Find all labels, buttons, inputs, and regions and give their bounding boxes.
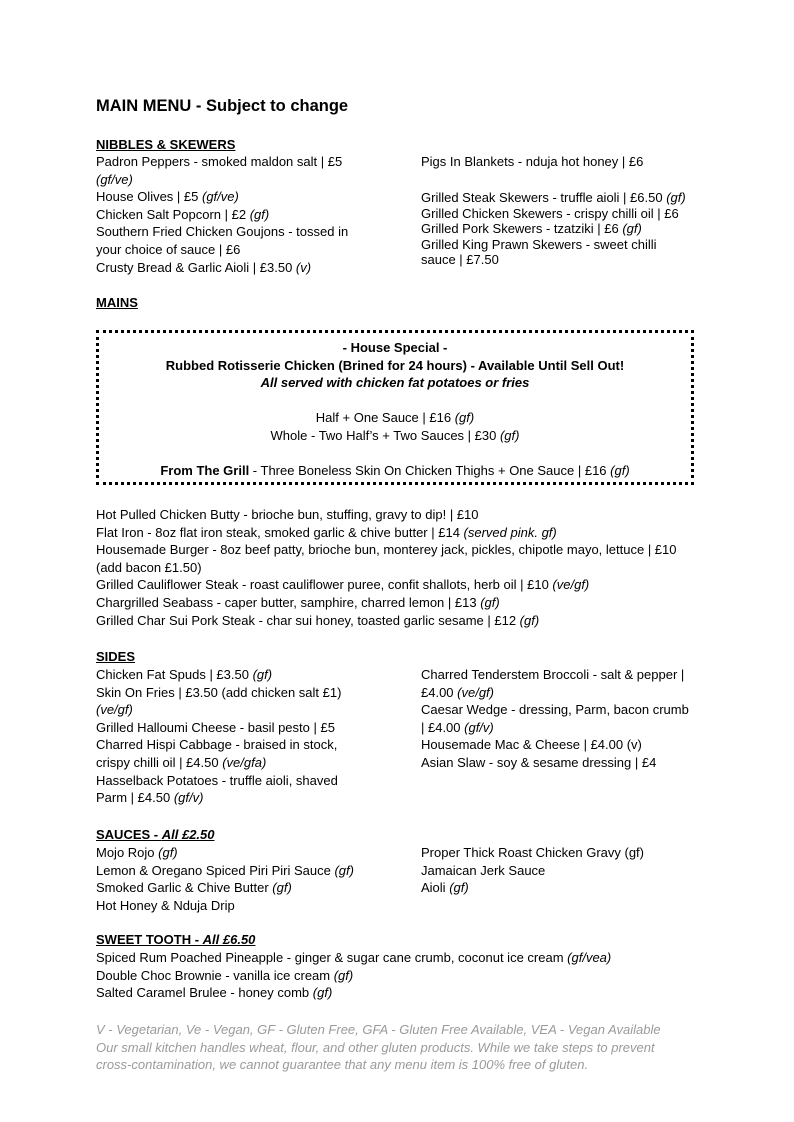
menu-item: Charred Tenderstem Broccoli - salt & pepper |	[421, 667, 685, 682]
nibbles-left-column	[96, 153, 371, 276]
sides-left-column	[96, 666, 371, 807]
menu-item: Housemade Burger - 8oz beef patty, brioche bun, monterey jack, pickles, chipotle mayo, lettuce | £10	[96, 542, 677, 558]
menu-item: sauce | £7.50	[421, 252, 499, 267]
menu-item: Grilled King Prawn Skewers - sweet chilli	[421, 236, 657, 252]
menu-item: Mojo Rojo (gf)	[96, 845, 178, 860]
menu-item: Hot Pulled Chicken Butty - brioche bun, stuffing, gravy to dip! | £10	[96, 507, 479, 522]
menu-item: Spiced Rum Poached Pineapple - ginger & sugar cane crumb, coconut ice cream (gf/vea)	[96, 950, 612, 965]
house-special-whole: Whole - Two Half’s + Two Sauces | £30 (gf)	[270, 427, 520, 443]
footer-line: Our small kitchen handles wheat, flour, and other gluten products. While we take steps to prevent	[96, 1039, 655, 1055]
menu-item: Chicken Fat Spuds | £3.50 (gf)	[96, 667, 273, 682]
sweet-list	[96, 949, 706, 1002]
menu-item: Skin On Fries | £3.50 (add chicken salt £1)	[96, 684, 342, 700]
from-the-grill: From The Grill - Three Boneless Skin On Chicken Thighs + One Sauce | £16 (gf)	[160, 463, 630, 479]
mains-list	[96, 506, 706, 629]
sides-right-column	[421, 666, 701, 772]
house-special-half: Half + One Sauce | £16 (gf)	[315, 410, 475, 426]
menu-item: (ve/gf)	[96, 702, 133, 718]
nibbles-right-top	[421, 153, 701, 171]
menu-item: your choice of sauce | £6	[96, 241, 241, 257]
menu-item: Grilled Cauliflower Steak - roast cauliflower puree, confit shallots, herb oil | £10 (ve/gf)	[96, 577, 590, 593]
house-special-label: - House Special -	[342, 340, 448, 355]
menu-item: Double Choc Brownie - vanilla ice cream (gf)	[96, 967, 354, 983]
sauces-left-column	[96, 844, 371, 914]
menu-item: Chicken Salt Popcorn | £2 (gf)	[96, 206, 270, 222]
menu-item: Hot Honey & Nduja Drip	[96, 897, 235, 913]
menu-item: Chargrilled Seabass - caper butter, samphire, charred lemon | £13 (gf)	[96, 594, 500, 610]
menu-item: Charred Hispi Cabbage - braised in stock,	[96, 737, 338, 753]
section-heading-sweet-tooth: SWEET TOOTH - All £6.50	[96, 932, 256, 947]
footer-line: V - Vegetarian, Ve - Vegan, GF - Gluten Free, GFA - Gluten Free Available, VEA - Vegan Available	[96, 1022, 661, 1037]
house-special-box	[96, 330, 694, 485]
menu-item: (gf/ve)	[96, 171, 133, 187]
menu-item: Grilled Steak Skewers - truffle aioli | £6.50 (gf)	[421, 190, 686, 205]
menu-item: Parm | £4.50 (gf/v)	[96, 790, 204, 806]
menu-item: Crusty Bread & Garlic Aioli | £3.50 (v)	[96, 259, 312, 275]
section-heading-sauces: SAUCES - All £2.50	[96, 827, 215, 842]
section-heading-mains: MAINS	[96, 295, 138, 310]
menu-item: Smoked Garlic & Chive Butter (gf)	[96, 880, 292, 896]
menu-item: (add bacon £1.50)	[96, 559, 202, 575]
menu-item: Caesar Wedge - dressing, Parm, bacon crumb	[421, 702, 689, 718]
dietary-footer	[96, 1021, 696, 1074]
menu-item: Housemade Mac & Cheese | £4.00 (v)	[421, 737, 642, 753]
menu-item: House Olives | £5 (gf/ve)	[96, 189, 239, 205]
menu-item: Jamaican Jerk Sauce	[421, 862, 546, 878]
menu-item: Aioli (gf)	[421, 880, 469, 896]
menu-item: Southern Fried Chicken Goujons - tossed in	[96, 224, 349, 240]
menu-item: Grilled Halloumi Cheese - basil pesto | £5	[96, 719, 335, 735]
section-heading-sides: SIDES	[96, 649, 136, 664]
menu-item: | £4.00 (gf/v)	[421, 719, 494, 735]
menu-item: Padron Peppers - smoked maldon salt | £5	[96, 154, 343, 169]
house-special-note: All served with chicken fat potatoes or fries	[260, 375, 530, 391]
menu-item: Salted Caramel Brulee - honey comb (gf)	[96, 985, 333, 1001]
menu-item: crispy chilli oil | £4.50 (ve/gfa)	[96, 754, 267, 770]
menu-item: £4.00 (ve/gf)	[421, 684, 494, 700]
menu-item: Lemon & Oregano Spiced Piri Piri Sauce (gf)	[96, 862, 354, 878]
page-title: MAIN MENU - Subject to change	[96, 97, 349, 115]
section-heading-nibbles: NIBBLES & SKEWERS	[96, 137, 236, 152]
house-special-name: Rubbed Rotisserie Chicken (Brined for 24 hours) - Available Until Sell Out!	[165, 357, 625, 373]
footer-line: cross-contamination, we cannot guarantee that any menu item is 100% free of gluten.	[96, 1057, 589, 1073]
menu-item: Asian Slaw - soy & sesame dressing | £4	[421, 754, 657, 770]
menu-item: Proper Thick Roast Chicken Gravy (gf)	[421, 845, 644, 860]
sauces-right-column	[421, 844, 701, 897]
menu-item: Flat Iron - 8oz flat iron steak, smoked garlic & chive butter | £14 (served pink. gf)	[96, 524, 557, 540]
menu-item: Hasselback Potatoes - truffle aioli, shaved	[96, 772, 338, 788]
menu-item: Grilled Char Sui Pork Steak - char sui honey, toasted garlic sesame | £12 (gf)	[96, 612, 540, 628]
menu-item: Grilled Pork Skewers - tzatziki | £6 (gf)	[421, 221, 642, 236]
menu-item: Grilled Chicken Skewers - crispy chilli oil | £6	[421, 205, 679, 221]
nibbles-right-column	[421, 190, 701, 268]
menu-item: Pigs In Blankets - nduja hot honey | £6	[421, 154, 644, 169]
